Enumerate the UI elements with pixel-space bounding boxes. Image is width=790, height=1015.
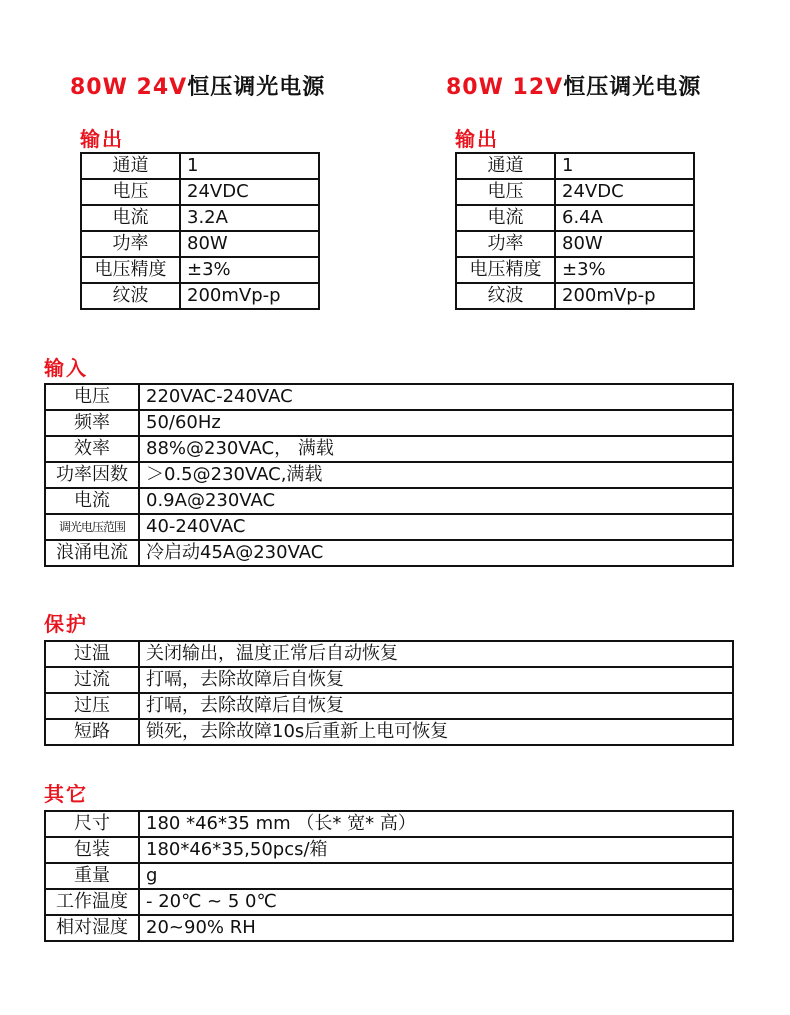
table-row — [456, 283, 694, 309]
table-row — [45, 488, 733, 514]
spec-value: 1 — [180, 153, 319, 179]
spec-value: 20~90% RH — [139, 915, 733, 941]
spec-key: 相对湿度 — [45, 915, 139, 941]
spec-key: 功率 — [81, 231, 180, 257]
spec-key: 电压精度 — [456, 257, 555, 283]
spec-value: 6.4A — [555, 205, 694, 231]
other-heading: 其它 — [44, 782, 88, 806]
spec-key: 效率 — [45, 436, 139, 462]
spec-key: 电流 — [45, 488, 139, 514]
spec-key: 纹波 — [81, 283, 180, 309]
spec-value: ＞0.5@230VAC,满载 — [139, 462, 733, 488]
spec-value: 220VAC-240VAC — [139, 384, 733, 410]
spec-value: 180 *46*35 mm （长* 宽* 高） — [139, 811, 733, 837]
table-row — [45, 514, 733, 540]
spec-value: 24VDC — [555, 179, 694, 205]
table-row — [45, 410, 733, 436]
left-title-product: 恒压调光电源 — [187, 75, 326, 100]
spec-value: 50/60Hz — [139, 410, 733, 436]
left-title-model: 80W 24V — [70, 75, 188, 100]
spec-value: ±3% — [180, 257, 319, 283]
spec-value: 24VDC — [180, 179, 319, 205]
spec-value: g — [139, 863, 733, 889]
spec-key: 过流 — [45, 667, 139, 693]
table-row — [45, 462, 733, 488]
table-row — [45, 915, 733, 941]
spec-key: 通道 — [456, 153, 555, 179]
spec-value: 冷启动45A@230VAC — [139, 540, 733, 566]
table-row — [45, 811, 733, 837]
right-output-heading: 输出 — [455, 127, 499, 151]
spec-key: 功率因数 — [45, 462, 139, 488]
right-title — [446, 70, 701, 101]
spec-key: 功率 — [456, 231, 555, 257]
spec-key: 电压 — [81, 179, 180, 205]
table-row — [45, 540, 733, 566]
table-row — [81, 283, 319, 309]
table-row — [45, 641, 733, 667]
spec-value: 40-240VAC — [139, 514, 733, 540]
left-title — [70, 70, 325, 101]
spec-value: 200mVp-p — [180, 283, 319, 309]
spec-value: 1 — [555, 153, 694, 179]
table-row — [456, 205, 694, 231]
spec-key: 包装 — [45, 837, 139, 863]
spec-key: 纹波 — [456, 283, 555, 309]
spec-key: 电压 — [456, 179, 555, 205]
table-row — [456, 231, 694, 257]
other-table — [44, 810, 734, 942]
input-heading: 输入 — [44, 356, 88, 380]
spec-key: 通道 — [81, 153, 180, 179]
spec-value: ±3% — [555, 257, 694, 283]
protection-heading: 保护 — [44, 612, 88, 636]
spec-key: 工作温度 — [45, 889, 139, 915]
spec-key: 过压 — [45, 693, 139, 719]
spec-value: - 20℃ ~ 5 0℃ — [139, 889, 733, 915]
spec-key: 调光电压范围 — [45, 514, 139, 540]
right-output-table — [455, 152, 695, 310]
spec-value: 关闭输出，温度正常后自动恢复 — [139, 641, 733, 667]
spec-value: 88%@230VAC， 满载 — [139, 436, 733, 462]
spec-key: 过温 — [45, 641, 139, 667]
table-row — [45, 436, 733, 462]
spec-value: 80W — [180, 231, 319, 257]
spec-value: 0.9A@230VAC — [139, 488, 733, 514]
table-row — [456, 257, 694, 283]
left-output-table — [80, 152, 320, 310]
spec-key: 短路 — [45, 719, 139, 745]
input-table — [44, 383, 734, 567]
spec-key: 电压精度 — [81, 257, 180, 283]
spec-key: 尺寸 — [45, 811, 139, 837]
spec-value: 80W — [555, 231, 694, 257]
spec-value: 3.2A — [180, 205, 319, 231]
table-row — [456, 179, 694, 205]
protection-table — [44, 640, 734, 746]
spec-key: 电压 — [45, 384, 139, 410]
table-row — [45, 719, 733, 745]
table-row — [81, 205, 319, 231]
table-row — [456, 153, 694, 179]
spec-key: 重量 — [45, 863, 139, 889]
table-row — [45, 667, 733, 693]
spec-value: 180*46*35,50pcs/箱 — [139, 837, 733, 863]
table-row — [45, 863, 733, 889]
table-row — [45, 693, 733, 719]
spec-key: 频率 — [45, 410, 139, 436]
table-row — [45, 837, 733, 863]
table-row — [81, 153, 319, 179]
spec-value: 打嗝，去除故障后自恢复 — [139, 693, 733, 719]
left-output-heading: 输出 — [80, 127, 124, 151]
spec-value: 200mVp-p — [555, 283, 694, 309]
table-row — [45, 889, 733, 915]
spec-key: 电流 — [456, 205, 555, 231]
spec-key: 浪涌电流 — [45, 540, 139, 566]
table-row — [81, 257, 319, 283]
right-title-product: 恒压调光电源 — [563, 75, 702, 100]
table-row — [81, 231, 319, 257]
spec-value: 打嗝，去除故障后自恢复 — [139, 667, 733, 693]
spec-value: 锁死，去除故障10s后重新上电可恢复 — [139, 719, 733, 745]
spec-key: 电流 — [81, 205, 180, 231]
right-title-model: 80W 12V — [446, 75, 564, 100]
table-row — [45, 384, 733, 410]
table-row — [81, 179, 319, 205]
